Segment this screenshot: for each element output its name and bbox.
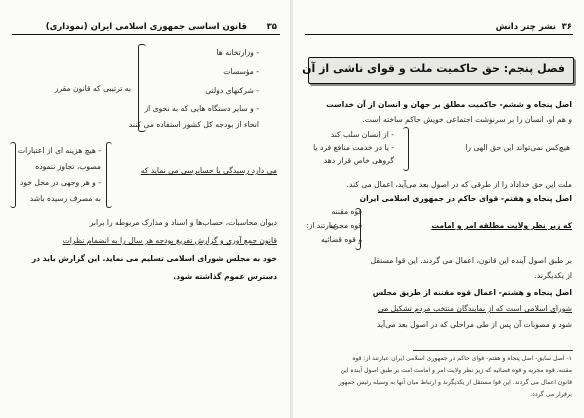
footnote-rule bbox=[413, 350, 573, 351]
header-rule bbox=[305, 34, 573, 35]
header-rule bbox=[12, 34, 280, 35]
power-item: قوه مجریه bbox=[328, 221, 362, 230]
list-item-tail: انحاء از بودجه کل کشور استفاده می کنند bbox=[128, 120, 259, 129]
brace bbox=[138, 44, 146, 132]
list-item-tail: - و سایر دستگاه هایی که به نحوی از bbox=[144, 104, 259, 113]
article-57-line: بر طبق اصول آینده این قانون، اعمال می گردند. این قوا مستقل bbox=[370, 256, 572, 265]
footnote-line: قانون اعمال می گردند. این قوا مستقل از یکدیگرند و ارتباط میان آنها به وسیله رئیس جمهور bbox=[338, 379, 572, 386]
expense-connector: می دارد رسیدگی یا حسابرسی می نماید که bbox=[140, 166, 277, 175]
brace-item: - از انسان سلب کند bbox=[330, 130, 394, 139]
list-item: - مؤسسات bbox=[223, 67, 259, 76]
brace-item: گروهی خاص قرار دهد bbox=[323, 156, 394, 165]
article-56-line: اصل پنجاه و ششم- حاکمیت مطلق بر جهان و انسان از آن خداست bbox=[326, 100, 572, 109]
brace bbox=[10, 142, 16, 208]
brace-lead: هیچ‌کس نمی‌تواند این حق الهی را bbox=[465, 143, 570, 152]
page-right bbox=[293, 0, 584, 418]
powers-note: که زیر نظر ولایت مطلقه امر و امامت bbox=[431, 221, 572, 230]
section-title: فصل پنجم: حق حاکمیت ملت و قوای ناشی از آن bbox=[302, 62, 565, 75]
list-item: - وزارتخانه ها bbox=[216, 48, 259, 57]
footnote-line: برقرار می گردد. bbox=[530, 391, 572, 398]
paragraph-line: دیوان محاسبات، حساب‌ها و اسناد و مدارک مربوطه را برابر bbox=[89, 218, 277, 227]
page-number: ۳۵ bbox=[266, 22, 277, 32]
power-item: قوه مقننه bbox=[331, 207, 362, 216]
expense-item: به مصرف رسیده باشد bbox=[29, 194, 101, 203]
article-57-line: از یکدیگرند. bbox=[534, 271, 572, 280]
expense-item: مصوب، تجاوز ننموده bbox=[35, 162, 101, 171]
paragraph-line: دسترس عموم گذاشته شود. bbox=[173, 272, 277, 281]
power-item: و قوه قضائیه bbox=[320, 235, 362, 244]
paragraph-line: خود به مجلس شورای اسلامی تسلیم می نماید. این گزارش باید در bbox=[31, 254, 277, 263]
article-58-line: اصل پنجاه و هشتم- اعمال قوه مقننه از طریق مجلس bbox=[372, 288, 572, 297]
brace-item: - یا در خدمت منافع فرد یا bbox=[313, 143, 394, 152]
list-item: - شرکتهای دولتی bbox=[205, 86, 259, 95]
powers-lead: عبارتند از: bbox=[306, 221, 338, 230]
brace bbox=[403, 127, 409, 171]
publisher-name: نشر چتر دانش bbox=[495, 22, 556, 32]
page-header-title: قانون اساسی جمهوری اسلامی ایران (نموداری) bbox=[45, 22, 247, 32]
expense-item: - هیچ هزینه ای از اعتبارات bbox=[18, 146, 101, 155]
brace-note: به ترتیبی که قانون مقرر bbox=[54, 84, 131, 93]
brace bbox=[106, 142, 112, 208]
article-58-line: شورای اسلامی است که از نمایندگان منتخب مردم تشکیل می bbox=[377, 304, 572, 313]
paragraph-line: قانون جمع آوری و گزارش تفریغ بودجه هر سال را به انضمام نظرات bbox=[62, 236, 277, 245]
page-left bbox=[0, 0, 291, 418]
section-title-box bbox=[302, 57, 574, 84]
page-number: ۳۶ bbox=[561, 22, 572, 32]
article-56-line: ملت این حق خداداد را از طرقی که در اصول بعد می‌آید، اعمال می کند. bbox=[346, 180, 572, 189]
footnote-line: ۱- اصل سابق- اصل پنجاه و هفتم- قوای حاکم در جمهوری اسلامی ایران عبارتند از: قوه bbox=[352, 355, 572, 362]
expense-item: - و هر وجهی در محل خود bbox=[19, 178, 101, 187]
article-57-line: اصل پنجاه و هفتم- قوای حاکم در جمهوری اسلامی ایران bbox=[359, 194, 572, 203]
footnote-line: مقننه، قوه مجریه و قوه قضائیه که زیر نظر ولایت امر و امامت امت بر طبق اصول آینده این bbox=[340, 367, 572, 374]
article-56-line: و هم او، انسان را بر سرنوشت اجتماعی خویش حاکم ساخته است. bbox=[362, 115, 572, 124]
article-58-line: شود و مصوبات آن پس از طی مراحلی که در اصول بعد می‌آید bbox=[376, 320, 572, 329]
